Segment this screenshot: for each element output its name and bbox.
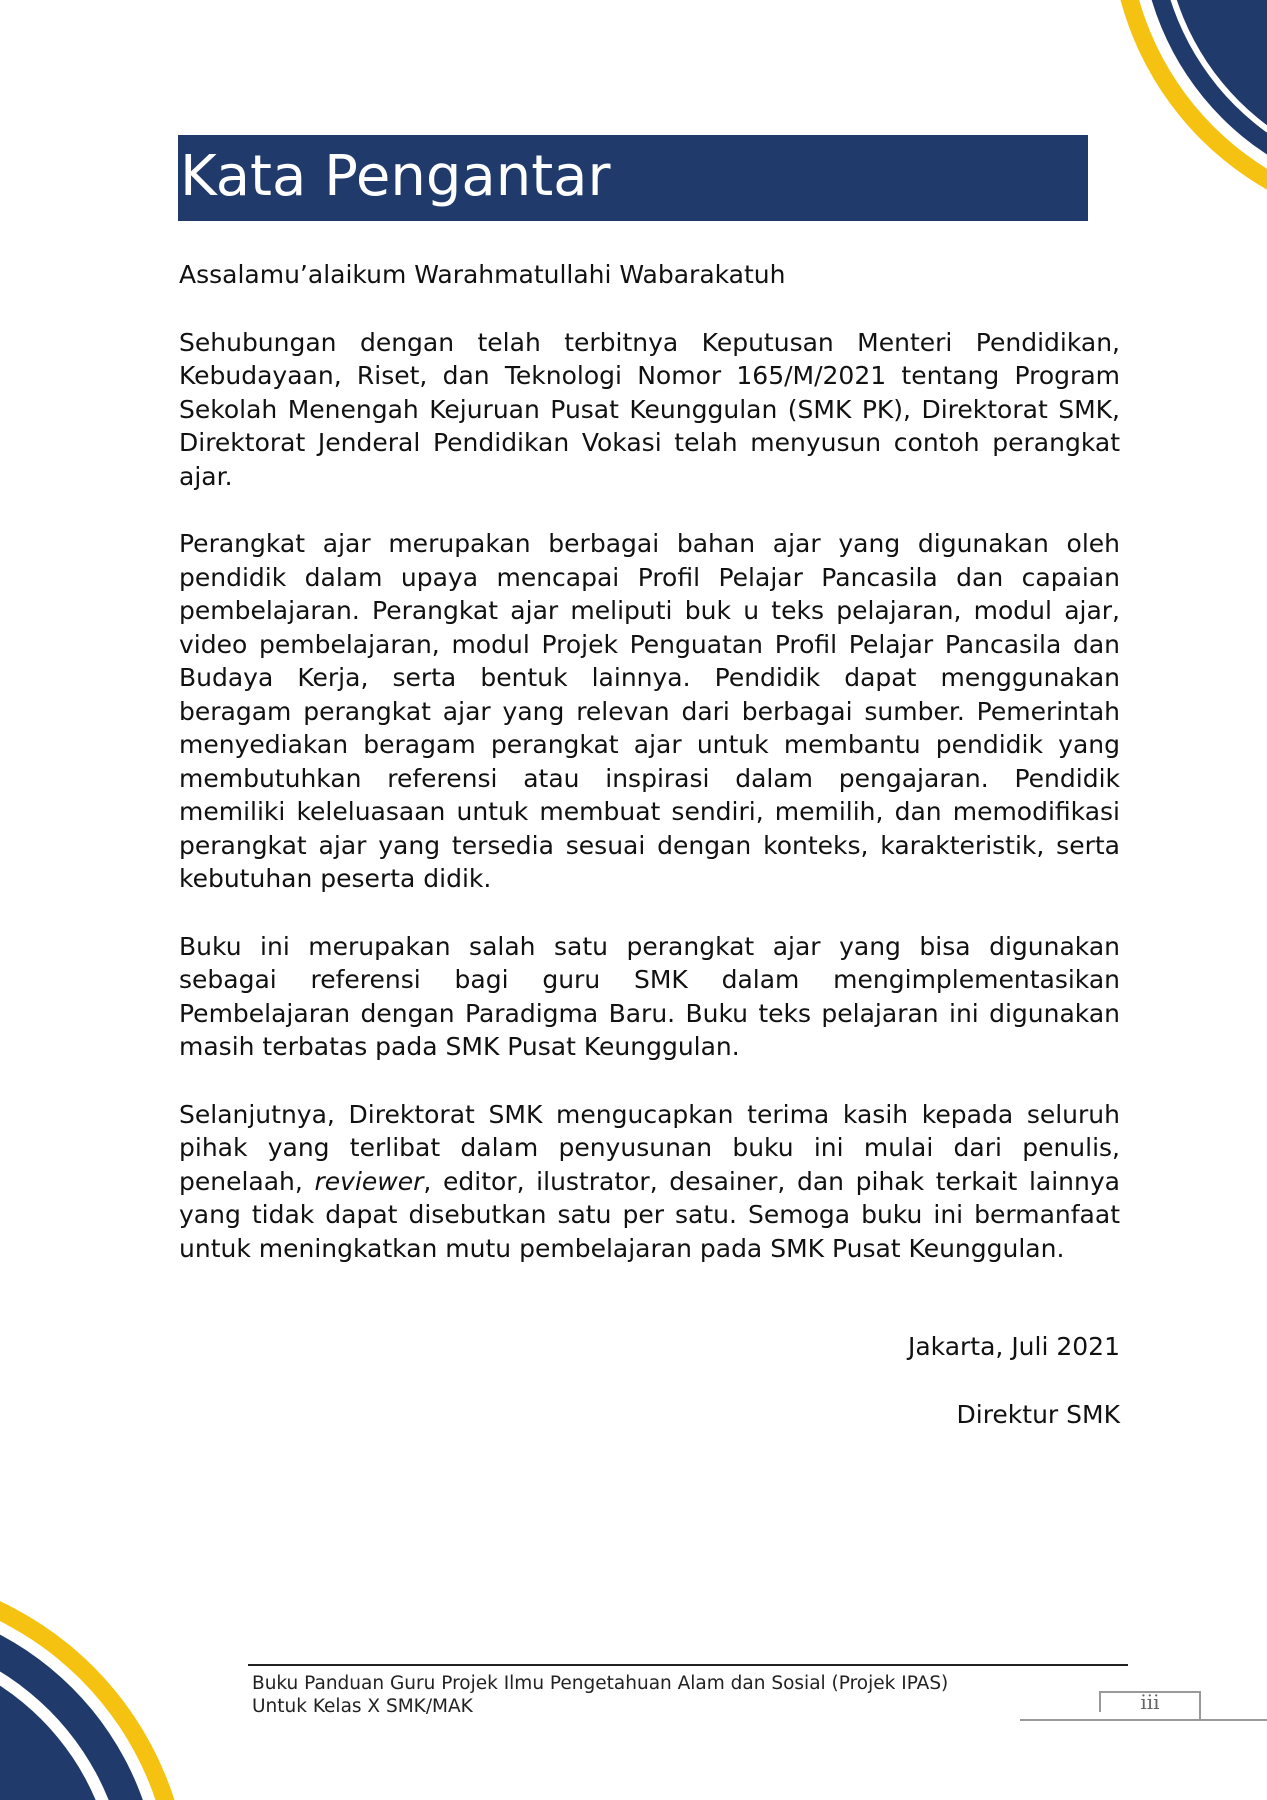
footer-divider [248, 1664, 1128, 1666]
signature-title: Direktur SMK [956, 1399, 1120, 1429]
signature-block [908, 1330, 1120, 1465]
paragraph-1: Sehubungan dengan telah terbitnya Keputusan Menteri Pendidikan, Kebudayaan, Riset, dan Teknologi Nomor 165/M/2021 tentang Program Sekolah Menengah Kejuruan Pusat Keunggulan (SMK PK), Direktorat SMK, Direktorat Jenderal Pendidikan Vokasi telah menyusun contoh perangkat ajar. [179, 327, 1120, 491]
paragraph-4-italic: reviewer [314, 1166, 424, 1196]
paragraph-4 [179, 1098, 1120, 1266]
page-number: iii [1140, 1690, 1160, 1714]
paragraph-4-before: Selanjutnya, Direktorat SMK mengucapkan terima kasih kepada seluruh pihak yang terlibat dalam penyusunan buku ini mulai dari penulis, penelaah, [179, 1099, 1120, 1196]
greeting: Assalamu’alaikum Warahmatullahi Wabarakatuh [179, 260, 786, 289]
footer-line-2: Untuk Kelas X SMK/MAK [252, 1696, 473, 1717]
page-title: Kata Pengantar [180, 144, 611, 209]
footer-book-title [252, 1672, 948, 1718]
paragraph-3: Buku ini merupakan salah satu perangkat ajar yang bisa digunakan sebagai referensi bagi guru SMK dalam mengimplementasikan Pembelajaran dengan Paradigma Baru. Buku teks pelajaran ini digunakan masih terbatas pada SMK Pusat Keunggulan. [179, 931, 1120, 1061]
footer-line-1: Buku Panduan Guru Projek Ilmu Pengetahuan Alam dan Sosial (Projek IPAS) [252, 1673, 949, 1694]
signature-place-date: Jakarta, Juli 2021 [907, 1332, 1120, 1361]
paragraph-2: Perangkat ajar merupakan berbagai bahan ajar yang digunakan oleh pendidik dalam upaya mencapai Profil Pelajar Pancasila dan capaian pembelajaran. Perangkat ajar meliputi buk u teks pelajaran, modul ajar, video pembelajaran, modul Projek Penguatan Profil Pelajar Pancasila dan Budaya Kerja, serta bentuk lainnya. Pendidik dapat menggunakan beragam perangkat ajar yang relevan dari berbagai sumber. Pemerintah menyediakan beragam perangkat ajar untuk membantu pendidik yang membutuhkan referensi atau inspirasi dalam pengajaran. Pendidik memiliki keleluasaan untuk membuat sendiri, memilih, dan memodifikasi perangkat ajar yang tersedia sesuai dengan konteks, karakteristik, serta kebutuhan peserta didik. [179, 529, 1120, 893]
paragraph-4-after: , editor, ilustrator, desainer, dan pihak terkait lainnya yang tidak dapat disebutkan satu per satu. Semoga buku ini bermanfaat untuk meningkatkan mutu pembelajaran pada SMK Pusat Keunggulan. [179, 1166, 1120, 1263]
body-content [179, 258, 1120, 1299]
title-bar [178, 135, 1088, 221]
